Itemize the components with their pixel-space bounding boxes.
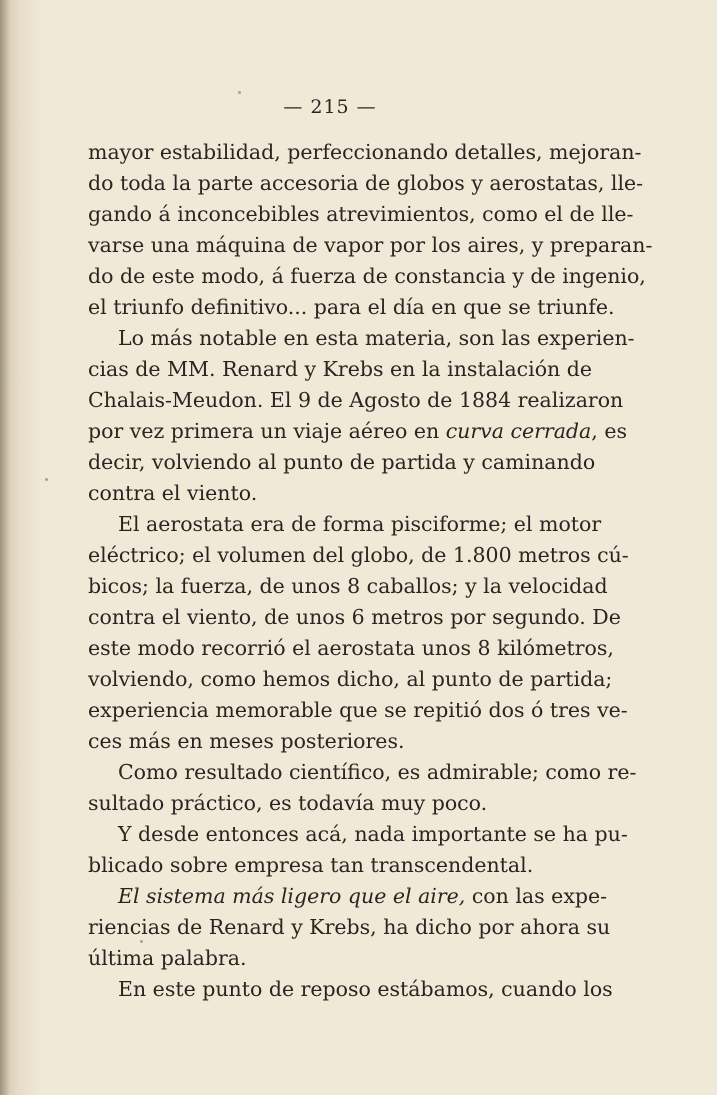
text-line: Como resultado científico, es admirable; como re-: [118, 760, 637, 784]
text-line: contra el viento, de unos 6 metros por segundo. De: [88, 605, 621, 629]
text-line: blicado sobre empresa tan transcendental.: [88, 853, 534, 877]
text-line: ces más en meses posteriores.: [88, 729, 405, 753]
spine-shadow: [0, 0, 10, 1095]
text-line: el triunfo definitivo... para el día en que se triunfe.: [88, 295, 615, 319]
text-line: do toda la parte accesoria de globos y aerostatas, lle-: [88, 171, 644, 195]
text-line: El aerostata era de forma pisciforme; el motor: [118, 512, 602, 536]
text-line: decir, volviendo al punto de partida y caminando: [88, 450, 596, 474]
text-segment: con las expe-: [465, 884, 608, 908]
text-line-with-italic: [88, 881, 608, 912]
italic-phrase: curva cerrada: [445, 419, 592, 443]
text-line: bicos; la fuerza, de unos 8 caballos; y la velocidad: [88, 574, 608, 598]
page-number: — 215 —: [283, 96, 377, 118]
text-line: eléctrico; el volumen del globo, de 1.800 metros cú-: [88, 543, 629, 567]
paragraph: [88, 323, 635, 509]
text-line: En este punto de reposo estábamos, cuando los: [118, 977, 613, 1001]
text-line: Chalais-Meudon. El 9 de Agosto de 1884 realizaron: [88, 388, 624, 412]
text-line: Lo más notable en esta materia, son las experien-: [118, 326, 635, 350]
paragraph: [88, 757, 637, 819]
text-line: varse una máquina de vapor por los aires, y preparan-: [88, 233, 653, 257]
text-line: gando á inconcebibles atrevimientos, como el de lle-: [88, 202, 634, 226]
text-line: sultado práctico, es todavía muy poco.: [88, 791, 488, 815]
text-line: mayor estabilidad, perfeccionando detalles, mejoran-: [88, 140, 642, 164]
text-segment: por vez primera un viaje aéreo en: [88, 419, 446, 443]
paragraph: [88, 137, 653, 323]
text-line: este modo recorrió el aerostata unos 8 kilómetros,: [88, 636, 614, 660]
text-line: cias de MM. Renard y Krebs en la instalación de: [88, 357, 593, 381]
text-segment: , es: [591, 419, 627, 443]
paper-speck: [238, 91, 241, 94]
paragraph: [88, 819, 628, 881]
paragraph: [88, 881, 611, 974]
body-text: [88, 137, 653, 1005]
italic-phrase: El sistema más ligero que el aire,: [118, 884, 466, 908]
text-line: riencias de Renard y Krebs, ha dicho por ahora su: [88, 915, 611, 939]
text-line-with-italic: [88, 416, 627, 447]
text-line: contra el viento.: [88, 481, 258, 505]
text-line: última palabra.: [88, 946, 247, 970]
text-line: do de este modo, á fuerza de constancia y de ingenio,: [88, 264, 646, 288]
paragraph: [88, 509, 629, 757]
text-line: volviendo, como hemos dicho, al punto de partida;: [88, 667, 613, 691]
paper-speck: [140, 940, 143, 943]
paragraph: [88, 974, 613, 1005]
text-line: Y desde entonces acá, nada importante se ha pu-: [118, 822, 628, 846]
paper-speck: [45, 478, 48, 481]
text-line: experiencia memorable que se repitió dos ó tres ve-: [88, 698, 628, 722]
